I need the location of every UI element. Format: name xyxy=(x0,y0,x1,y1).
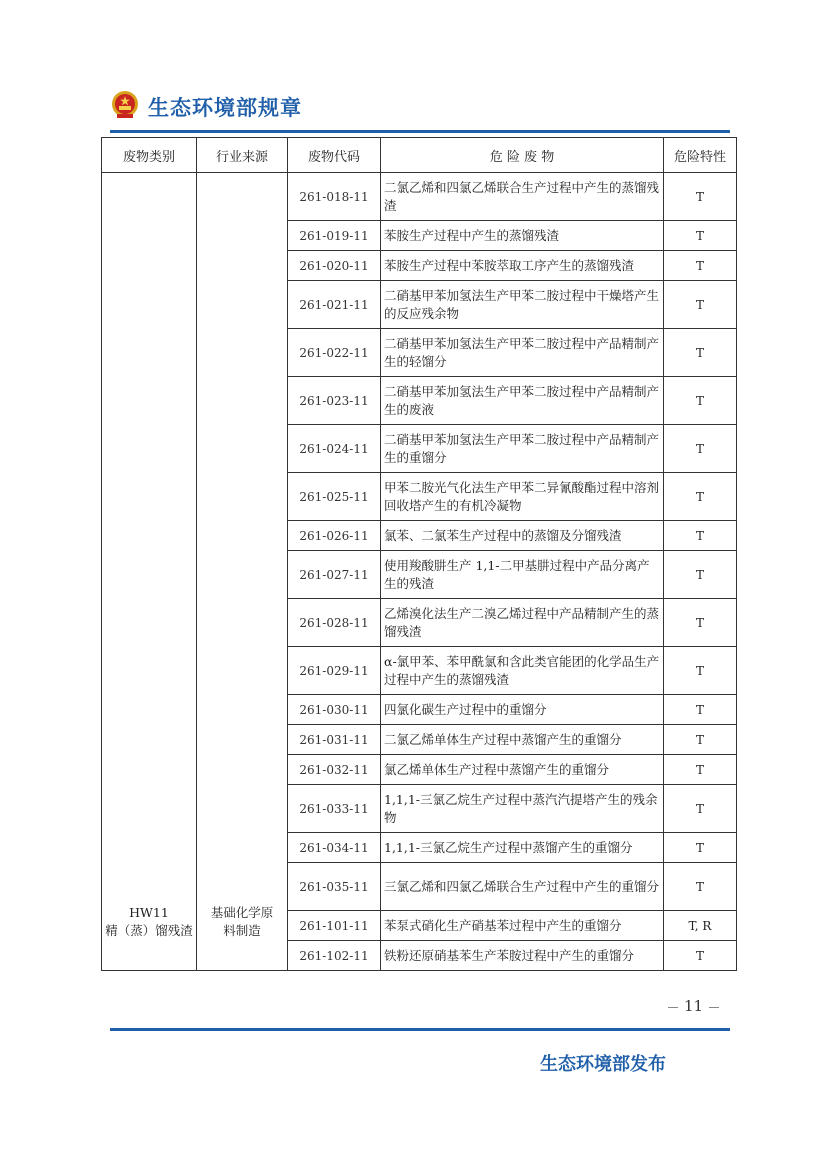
waste-description: 二硝基甲苯加氢法生产甲苯二胺过程中产品精制产生的轻馏分 xyxy=(381,329,664,377)
hazard-property: T xyxy=(664,377,737,425)
waste-description: 二氯乙烯单体生产过程中蒸馏产生的重馏分 xyxy=(381,725,664,755)
hazard-property: T xyxy=(664,425,737,473)
waste-description: 苯胺生产过程中苯胺萃取工序产生的蒸馏残渣 xyxy=(381,251,664,281)
waste-description: 苯胺生产过程中产生的蒸馏残渣 xyxy=(381,221,664,251)
table-row xyxy=(102,173,737,221)
waste-code: 261-028-11 xyxy=(288,599,381,647)
industry-source-cell xyxy=(197,173,288,971)
waste-code: 261-027-11 xyxy=(288,551,381,599)
column-header-code: 废物代码 xyxy=(288,138,381,173)
waste-description: 二氯乙烯和四氯乙烯联合生产过程中产生的蒸馏残渣 xyxy=(381,173,664,221)
column-header-category: 废物类别 xyxy=(102,138,197,173)
page-number: 11 xyxy=(662,997,725,1015)
waste-description: 二硝基甲苯加氢法生产甲苯二胺过程中干燥塔产生的反应残余物 xyxy=(381,281,664,329)
waste-description: 三氯乙烯和四氯乙烯联合生产过程中产生的重馏分 xyxy=(381,863,664,911)
hazard-property: T xyxy=(664,725,737,755)
hazard-property: T xyxy=(664,281,737,329)
header-title: 生态环境部规章 xyxy=(148,96,302,120)
waste-code: 261-031-11 xyxy=(288,725,381,755)
hazard-property: T, R xyxy=(664,911,737,941)
table-header-row xyxy=(102,138,737,173)
waste-description: 甲苯二胺光气化法生产甲苯二异氰酸酯过程中溶剂回收塔产生的有机冷凝物 xyxy=(381,473,664,521)
hazard-property: T xyxy=(664,941,737,971)
waste-code: 261-030-11 xyxy=(288,695,381,725)
waste-description: 乙烯溴化法生产二溴乙烯过程中产品精制产生的蒸馏残渣 xyxy=(381,599,664,647)
column-header-source: 行业来源 xyxy=(197,138,288,173)
waste-description: 二硝基甲苯加氢法生产甲苯二胺过程中产品精制产生的重馏分 xyxy=(381,425,664,473)
waste-code: 261-022-11 xyxy=(288,329,381,377)
waste-category-cell xyxy=(102,173,197,971)
waste-description: 氯乙烯单体生产过程中蒸馏产生的重馏分 xyxy=(381,755,664,785)
waste-code: 261-023-11 xyxy=(288,377,381,425)
waste-code: 261-021-11 xyxy=(288,281,381,329)
waste-category-name: 精（蒸）馏残渣 xyxy=(105,923,193,938)
waste-code: 261-020-11 xyxy=(288,251,381,281)
waste-code: 261-029-11 xyxy=(288,647,381,695)
hazard-property: T xyxy=(664,833,737,863)
hazard-property: T xyxy=(664,695,737,725)
waste-code: 261-102-11 xyxy=(288,941,381,971)
waste-code: 261-101-11 xyxy=(288,911,381,941)
waste-code: 261-025-11 xyxy=(288,473,381,521)
waste-description: 1,1,1-三氯乙烷生产过程中蒸馏产生的重馏分 xyxy=(381,833,664,863)
waste-code: 261-019-11 xyxy=(288,221,381,251)
national-emblem-icon xyxy=(110,90,140,120)
hazard-property: T xyxy=(664,647,737,695)
waste-category-code: HW11 xyxy=(129,905,169,920)
footer-divider xyxy=(110,1028,730,1031)
hazard-property: T xyxy=(664,221,737,251)
hazard-property: T xyxy=(664,521,737,551)
waste-description: 使用羧酸肼生产 1,1-二甲基肼过程中产品分离产生的残渣 xyxy=(381,551,664,599)
waste-description: α-氯甲苯、苯甲酰氯和含此类官能团的化学品生产过程中产生的蒸馏残渣 xyxy=(381,647,664,695)
hazardous-waste-table xyxy=(101,137,737,971)
industry-source-line1: 基础化学原 xyxy=(210,905,274,920)
hazard-property: T xyxy=(664,755,737,785)
column-header-waste: 危 险 废 物 xyxy=(381,138,664,173)
waste-code: 261-033-11 xyxy=(288,785,381,833)
hazard-property: T xyxy=(664,251,737,281)
footer-publisher: 生态环境部发布 xyxy=(540,1054,666,1075)
waste-description: 氯苯、二氯苯生产过程中的蒸馏及分馏残渣 xyxy=(381,521,664,551)
hazard-property: T xyxy=(664,551,737,599)
waste-code: 261-032-11 xyxy=(288,755,381,785)
waste-code: 261-026-11 xyxy=(288,521,381,551)
waste-code: 261-034-11 xyxy=(288,833,381,863)
waste-description: 四氯化碳生产过程中的重馏分 xyxy=(381,695,664,725)
waste-description: 苯泵式硝化生产硝基苯过程中产生的重馏分 xyxy=(381,911,664,941)
waste-code: 261-024-11 xyxy=(288,425,381,473)
header-divider xyxy=(110,130,730,133)
hazard-property: T xyxy=(664,329,737,377)
hazard-property: T xyxy=(664,473,737,521)
waste-code: 261-018-11 xyxy=(288,173,381,221)
hazard-property: T xyxy=(664,173,737,221)
waste-description: 1,1,1-三氯乙烷生产过程中蒸汽汽提塔产生的残余物 xyxy=(381,785,664,833)
waste-code: 261-035-11 xyxy=(288,863,381,911)
industry-source-line2: 料制造 xyxy=(223,923,261,938)
hazard-property: T xyxy=(664,863,737,911)
hazard-property: T xyxy=(664,785,737,833)
waste-description: 铁粉还原硝基苯生产苯胺过程中产生的重馏分 xyxy=(381,941,664,971)
hazard-property: T xyxy=(664,599,737,647)
page-header xyxy=(110,86,730,136)
waste-description: 二硝基甲苯加氢法生产甲苯二胺过程中产品精制产生的废液 xyxy=(381,377,664,425)
column-header-property: 危险特性 xyxy=(664,138,737,173)
